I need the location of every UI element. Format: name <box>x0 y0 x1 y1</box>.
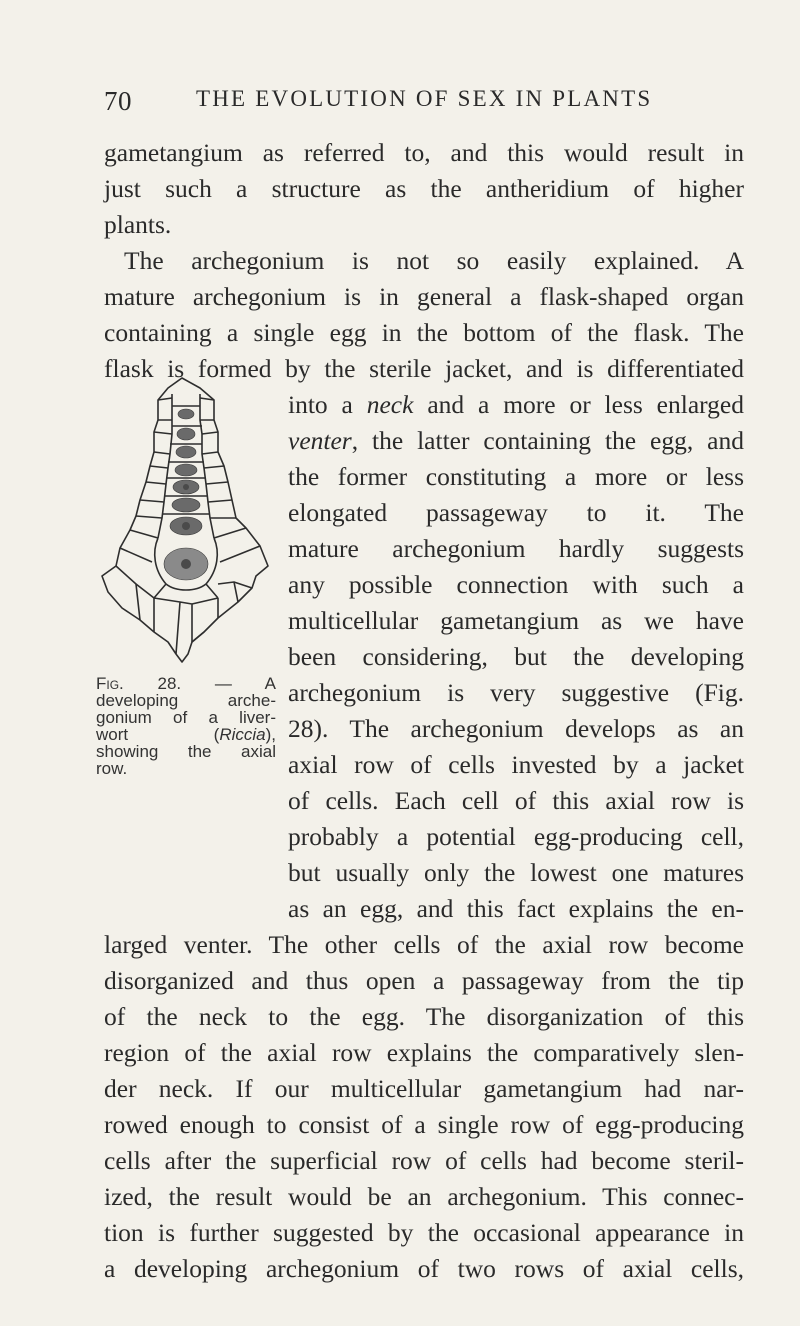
caption-line: Fig. 28. — A <box>96 674 276 693</box>
body-line: containing a single egg in the bottom of the flask. The <box>104 318 744 347</box>
caption-line: row. <box>96 759 128 778</box>
caption-line: gonium of a liver- <box>96 708 276 727</box>
body-line: of cells. Each cell of this axial row is <box>288 786 744 815</box>
body-line: archegonium is very suggestive (Fig. <box>288 678 744 707</box>
figure-label: Fig. 28. <box>96 674 182 693</box>
body-line: tion is further suggested by the occasional appearance in <box>104 1218 744 1247</box>
page-header <box>104 86 664 126</box>
body-line: mature archegonium is in general a flask-shaped organ <box>104 282 744 311</box>
body-line: mature archegonium hardly suggests <box>288 534 744 563</box>
figure-caption <box>96 675 276 777</box>
archegonium-figure <box>96 370 276 685</box>
caption-line: wort (Riccia), <box>96 725 276 744</box>
body-line: plants. <box>104 210 172 239</box>
body-line: a developing archegonium of two rows of axial cells, <box>104 1254 744 1283</box>
body-line: ized, the result would be an archegonium. This connec- <box>104 1182 744 1211</box>
body-line: larged venter. The other cells of the axial row become <box>104 930 744 959</box>
body-line: multicellular gametangium as we have <box>288 606 744 635</box>
body-line: probably a potential egg-producing cell, <box>288 822 744 851</box>
body-line: der neck. If our multicellular gametangium had nar- <box>104 1074 744 1103</box>
running-title: THE EVOLUTION OF SEX IN PLANTS <box>196 86 653 111</box>
italic-genus-riccia: Riccia <box>219 725 266 744</box>
body-line: The archegonium is not so easily explained. A <box>124 246 744 275</box>
body-line: rowed enough to consist of a single row of egg-producing <box>104 1110 744 1139</box>
body-line: 28). The archegonium develops as an <box>288 714 744 743</box>
body-line: as an egg, and this fact explains the en- <box>288 894 744 923</box>
body-line: venter, the latter containing the egg, and <box>288 426 744 455</box>
body-line: cells after the superficial row of cells had become steril- <box>104 1146 744 1175</box>
body-line: gametangium as referred to, and this would result in <box>104 138 744 167</box>
body-line: any possible connection with such a <box>288 570 744 599</box>
italic-term-neck: neck <box>366 390 414 419</box>
body-line: region of the axial row explains the comparatively slen- <box>104 1038 744 1067</box>
page-number: 70 <box>104 86 132 116</box>
archegonium-illustration <box>96 370 276 685</box>
caption-line: showing the axial <box>96 742 276 761</box>
italic-term-venter: venter <box>288 426 352 455</box>
body-line: just such a structure as the antheridium of higher <box>104 174 744 203</box>
body-line: flask is formed by the sterile jacket, and is differentiated <box>104 354 744 383</box>
body-line: disorganized and thus open a passageway from the tip <box>104 966 744 995</box>
body-line: been considering, but the developing <box>288 642 744 671</box>
body-line: of the neck to the egg. The disorganization of this <box>104 1002 744 1031</box>
body-line: but usually only the lowest one matures <box>288 858 744 887</box>
caption-line: developing arche- <box>96 691 276 710</box>
body-line: elongated passageway to it. The <box>288 498 744 527</box>
body-line: the former constituting a more or less <box>288 462 744 491</box>
body-line: axial row of cells invested by a jacket <box>288 750 744 779</box>
body-line: into a neck and a more or less enlarged <box>288 390 744 419</box>
